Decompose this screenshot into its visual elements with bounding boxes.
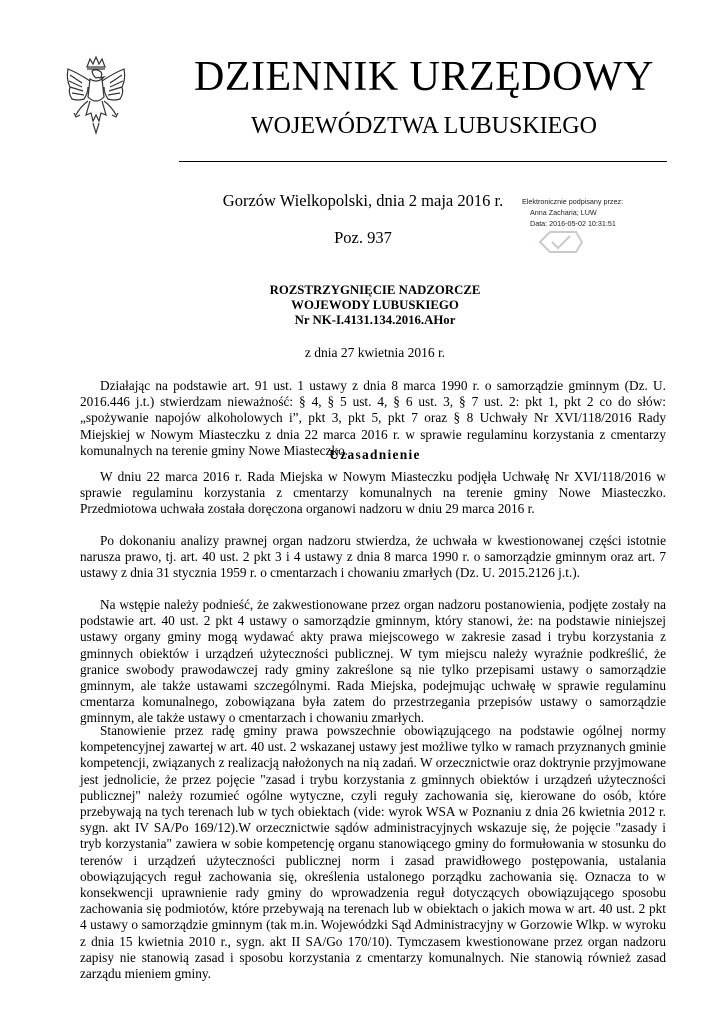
section-heading: Uzasadnienie	[329, 447, 421, 462]
decision-title-line: ROZSTRZYGNIĘCIE NADZORCZE	[269, 283, 481, 297]
position-number: Poz. 937	[334, 228, 392, 247]
justification-paragraph-1: W dniu 22 marca 2016 r. Rada Miejska w Nowym Miasteczku podjęła Uchwałę Nr XVI/118/2016 w sprawie regulaminu korzystania z cmentarzy komunalnych na terenie gminy Nowe Miasteczko. Przedmiotowa uchwała została doręczona organowi nadzoru w dniu 29 marca 2016 r.	[80, 469, 666, 517]
signature-label: Elektronicznie podpisany przez:	[522, 197, 624, 206]
decision-date: z dnia 27 kwietnia 2016 r.	[304, 345, 446, 360]
place-date: Gorzów Wielkopolski, dnia 2 maja 2016 r.	[222, 191, 504, 210]
masthead-subtitle: WOJEWÓDZTWA LUBUSKIEGO	[251, 113, 597, 139]
decision-authority-line: WOJEWODY LUBUSKIEGO	[291, 298, 459, 312]
justification-paragraph-3: Na wstępie należy podnieść, że zakwestionowane przez organ nadzoru postanowienia, podjęte zostały na podstawie art. 40 ust. 2 pkt 4 ustawy o samorządzie gminnym, który stanowi, że: na podstawie niniejszej ustawy organy gminy mogą wydawać akty prawa miejscowego w zakresie zasad i trybu korzystania z gminnych obiektów i urządzeń użyteczności publicznej. W tym miejscu należy wyraźnie podkreślić, że granice swobody prawodawczej rady gminy zakreślone są nie tylko przepisami ustawy o samorządzie gminnym, ale także ustawami szczególnymi. Rada Miejska, podejmując uchwałę w sprawie regulaminu cmentarza komunalnego, zobowiązana była zatem do przestrzegania przepisów ustawy o samorządzie gminnym, ale także ustawy o cmentarzach i chowaniu zmarłych.	[80, 597, 666, 726]
decision-number: Nr NK-I.4131.134.2016.AHor	[294, 313, 456, 327]
signature-date: Data: 2016-05-02 10:31:51	[530, 219, 616, 228]
masthead-divider	[179, 161, 667, 162]
justification-paragraph-2: Po dokonaniu analizy prawnej organ nadzoru stwierdza, że uchwała w kwestionowanej części istotnie narusza prawo, tj. art. 40 ust. 2 pkt 3 i 4 ustawy z dnia 8 marca 1990 r. o samorządzie gminnym oraz art. 7 ustawy z dnia 31 stycznia 1959 r. o cmentarzach i chowaniu zmarłych (Dz. U. 2015.2126 j.t.).	[80, 533, 666, 581]
decision-title	[80, 283, 670, 328]
polish-eagle-emblem-icon	[60, 53, 132, 137]
signature-verified-icon	[536, 228, 586, 256]
masthead-title: DZIENNIK URZĘDOWY	[194, 54, 654, 100]
justification-paragraph-4: Stanowienie przez radę gminy prawa powszechnie obowiązującego na podstawie ogólnej normy kompetencyjnej zawartej w art. 40 ust. 2 wskazanej ustawy jest możliwe tylko w ramach przyznanych gminie kompetencji, związanych z realizacją nałożonych na nią zadań. W orzecznictwie oraz doktrynie przyjmowane jest jednolicie, że przez pojęcie "zasad i trybu korzystania z gminnych obiektów i urządzeń użyteczności publicznej" należy rozumieć ogólne wytyczne, czyli reguły zachowania się, kierowane do osób, które przebywają na tych terenach lub w tych obiektach (vide: wyrok WSA w Poznaniu z dnia 26 kwietnia 2012 r. sygn. akt IV SA/Po 169/12).W orzecznictwie sądów administracyjnych wskazuje się, że pojęcie "zasady i tryb korzystania" zawiera w sobie kompetencję organu stanowiącego gminy do formułowania w stosunku do terenów i urządzeń użyteczności publicznej norm i zasad prawidłowego postępowania, ustalania obowiązujących reguł zachowania się, określenia ustalonego porządku zachowania się. Oznacza to w konsekwencji uprawnienie rady gminy do wprowadzenia reguł dotyczących obowiązującego sposobu zachowania się podmiotów, które przebywają na terenach lub w obiektach o jakich mowa w art. 40 ust. 2 pkt 4 ustawy o samorządzie gminnym (tak m.in. Wojewódzki Sąd Administracyjny w Gorzowie Wlkp. w wyroku z dnia 15 kwietnia 2010 r., sygn. akt II SA/Go 170/10). Tymczasem kwestionowane przez organ nadzoru zapisy nie stanowią zasad i sposobu korzystania z cmentarzy komunalnych. Nie stanowią również zasad zarządu mieniem gminy.	[80, 723, 666, 982]
signature-signer: Anna Zacharia; LUW	[530, 208, 597, 217]
operative-paragraph: Działając na podstawie art. 91 ust. 1 ustawy z dnia 8 marca 1990 r. o samorządzie gminnym (Dz. U. 2016.446 j.t.) stwierdzam nieważność: § 4, § 5 ust. 4, § 6 ust. 3, § 7 ust. 2: pkt 1, pkt 2 co do słów: „spożywanie napojów alkoholowych i”, pkt 3, pkt 5, pkt 7 oraz § 8 Uchwały Nr XVI/118/2016 Rady Miejskiej w Nowym Miasteczku z dnia 22 marca 2016 r. w sprawie regulaminu korzystania z cmentarzy komunalnych na terenie gminy Nowe Miasteczko.	[80, 378, 666, 458]
electronic-signature-block[interactable]	[522, 196, 662, 254]
